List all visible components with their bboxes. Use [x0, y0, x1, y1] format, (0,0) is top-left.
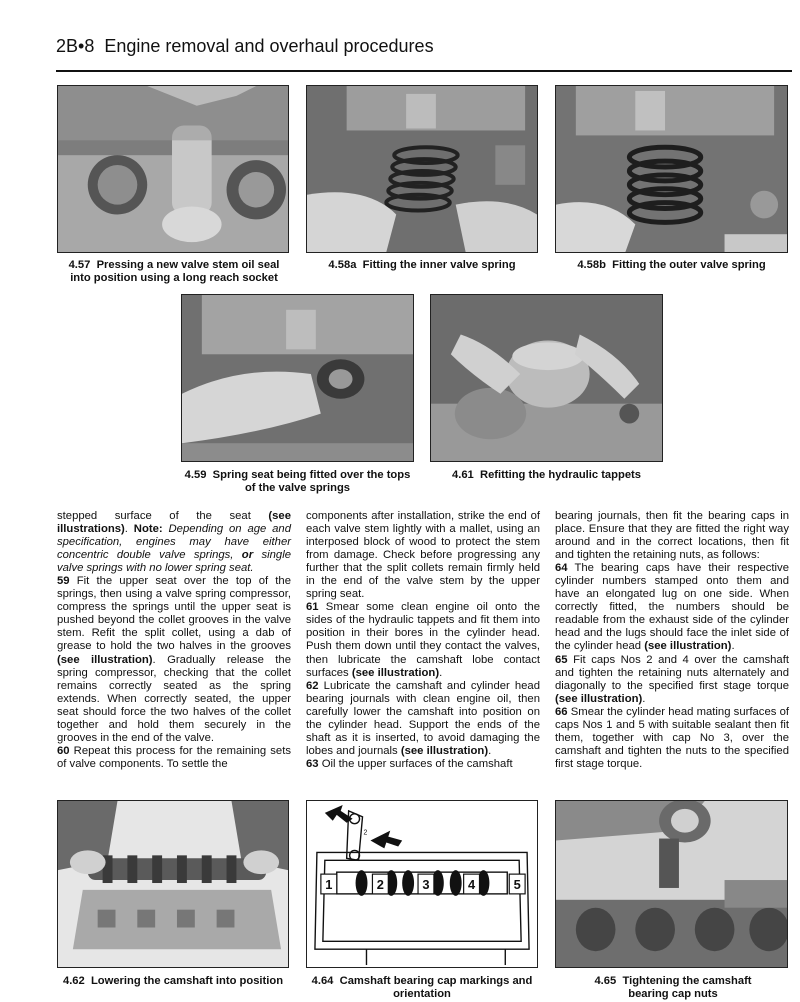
photo-tightening-cap-nuts [555, 800, 788, 968]
paragraph [57, 575, 291, 745]
figure-number: 4.59 [184, 469, 207, 481]
paragraph [555, 706, 789, 771]
text: or [241, 549, 254, 562]
caption-4-58a [306, 259, 538, 272]
step-number: 62 [306, 679, 319, 692]
caption-4-57 [58, 259, 290, 285]
photo-outer-valve-spring [555, 85, 788, 253]
illustration-ref: (see illustrations) [57, 510, 291, 536]
figure-caption: Refitting the hydraulic tappets [480, 469, 641, 481]
figure-number: 4.58a [328, 259, 357, 271]
text: . [731, 640, 735, 653]
caption-4-62 [57, 975, 289, 988]
text-column-1 [57, 510, 291, 771]
figure-number: 4.61 [452, 469, 474, 481]
step-number: 66 [555, 705, 568, 718]
paragraph [306, 758, 540, 771]
photo-lowering-camshaft [57, 800, 289, 968]
caption-4-58b [555, 259, 788, 272]
figure-caption: Camshaft bearing cap markings and orientation [339, 975, 533, 1000]
photo-valve-stem-seal [57, 85, 289, 253]
page-header [56, 36, 434, 57]
text: bearing journals, then fit the bearing caps in place. Ensure that they are fitted the right way around and in the correct locations, then fit and tighten the retaining nuts, as follows: [555, 510, 789, 562]
cap-label: 3 [422, 876, 430, 892]
figure-caption: Lowering the camshaft into position [90, 975, 284, 987]
figure-caption: Fitting the outer valve spring [612, 259, 766, 271]
note-label: Note: [133, 523, 163, 536]
text: Depending on age and specification, engines may have either concentric double valve springs, [57, 523, 291, 562]
illustration-ref: (see illustration) [555, 692, 643, 705]
header-rule [56, 70, 792, 72]
text: . Gradually release the spring compressor, checking that the collet remains correctly seated as the spring extends. When correctly seated, the upper seat should force the two halves of the collet together and hold them securely in the grooves in the end of the valve. [57, 653, 291, 744]
text: Lubricate the camshaft and cylinder head bearing journals with clean engine oil, then carefully lower the camshaft into position on the cylinder head. Support the ends of the shaft as it is inserted, to avoid damaging the lobes and journals [306, 679, 540, 757]
figure-number: 4.58b [577, 259, 606, 271]
text: . [488, 744, 492, 757]
step-number: 63 [306, 757, 319, 770]
text: The bearing caps have their respective cylinder numbers stamped onto them and have an elongated lug on one side. When correctly fitted, the numbers should be readable from the exhaust side of the cylinder head and the lugs should face the inlet side of the cylinder head [555, 562, 789, 653]
caption-4-65 [583, 975, 763, 1001]
text: . [124, 523, 134, 536]
text-column-3 [555, 510, 789, 771]
text: . [642, 692, 646, 705]
photo-spring-seat [181, 294, 414, 462]
figure-number: 4.64 [311, 975, 334, 987]
text: Oil the upper surfaces of the camshaft [318, 757, 513, 770]
text: stepped surface of the seat [57, 510, 251, 522]
paragraph [57, 745, 291, 771]
paragraph [306, 510, 540, 601]
figure-caption: Pressing a new valve stem oil seal into position using a long reach socket [70, 259, 280, 284]
text: Fit the upper seat over the top of the springs, then using a valve spring compressor, compress the springs until the upper seat is pushed beyond the collet grooves in the valve stem. Refit the split collet, using a dab of grease to hold the two halves in the grooves [57, 575, 291, 653]
step-number: 64 [555, 562, 568, 575]
text: Fit caps Nos 2 and 4 over the camshaft and tighten the retaining nuts alternately and diagonally to the specified first stage torque [555, 653, 789, 692]
illustration-ref: (see illustration) [57, 653, 153, 666]
text: Repeat this process for the remaining sets of valve components. To settle the [57, 744, 291, 770]
illustration-ref: (see illustration) [351, 666, 440, 679]
paragraph [306, 680, 540, 758]
caption-4-64 [306, 975, 538, 1001]
marker-label: 2 [363, 829, 368, 837]
paragraph [555, 562, 789, 653]
diagram-bearing-caps [306, 800, 538, 968]
illustration-ref: (see illustration) [400, 744, 489, 757]
figure-caption: Fitting the inner valve spring [362, 259, 516, 271]
photo-inner-valve-spring [306, 85, 538, 253]
figure-caption: Tightening the camshaft bearing cap nuts [622, 975, 752, 1000]
step-number: 65 [555, 653, 568, 666]
page-number: 2B•8 [56, 36, 95, 56]
paragraph [57, 510, 291, 575]
paragraph [555, 654, 789, 706]
caption-4-59 [181, 469, 414, 495]
photo-hydraulic-tappets [430, 294, 663, 462]
caption-4-61 [430, 469, 663, 482]
cap-label: 1 [325, 876, 333, 892]
text: Smear the cylinder head mating surfaces of caps Nos 1 and 5 with suitable sealant then fit them, together with cap No 3, over the camshaft and tighten the nuts to the specified first stage torque. [555, 705, 789, 770]
figure-number: 4.65 [594, 975, 617, 987]
cap-label: 5 [513, 876, 521, 892]
text: components after installation, strike the end of each valve stem lightly with a mallet, using an interposed block of wood to protect the stem from damage. Check before progressing any further that the split collets remain firmly held in the end of the valve stem by the upper spring seat. [306, 510, 540, 601]
text: . [439, 666, 443, 679]
cap-label: 4 [467, 876, 476, 892]
cap-label: 2 [376, 876, 384, 892]
step-number: 61 [306, 601, 319, 614]
page-title: Engine removal and overhaul procedures [104, 36, 434, 56]
text: Smear some clean engine oil onto the sides of the hydraulic tappets and fit them into position in their bores in the cylinder head. Push them down until they contact the valves, then lubricate the camshaft lobe contact surfaces [306, 601, 540, 679]
text: single valve springs with no lower spring seat. [57, 549, 291, 575]
step-number: 60 [57, 744, 70, 757]
figure-caption: Spring seat being fitted over the tops of the valve springs [212, 469, 411, 494]
figure-number: 4.62 [62, 975, 85, 987]
paragraph [555, 510, 789, 562]
text-column-2 [306, 510, 540, 771]
step-number: 59 [57, 575, 70, 588]
figure-number: 4.57 [68, 259, 91, 271]
illustration-ref: (see illustration) [644, 640, 732, 653]
paragraph [306, 601, 540, 679]
